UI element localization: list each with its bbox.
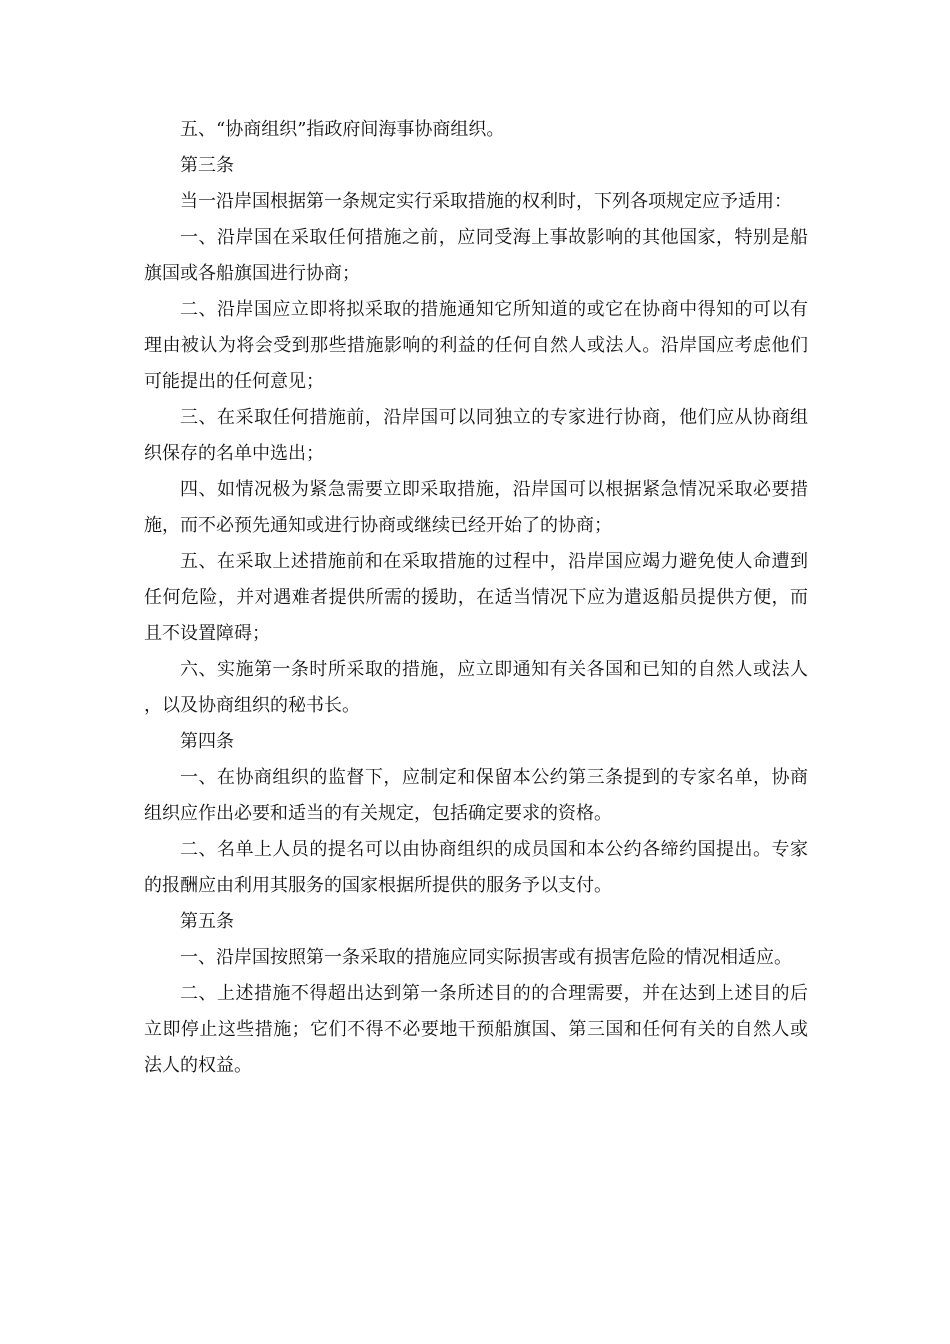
article-5-item-2: 二、上述措施不得超出达到第一条所述目的的合理需要，并在达到上述目的后立即停止这些措施；它们不得不必要地干预船旗国、第三国和任何有关的自然人或法人的权益。 — [144, 983, 808, 1076]
article-3-item-2: 二、沿岸国应立即将拟采取的措施通知它所知道的或它在协商中得知的可以有理由被认为将会受到那些措施影响的利益的任何自然人或法人。沿岸国应考虑他们可能提出的任何意见； — [144, 299, 808, 392]
article-3-item-5: 五、在采取上述措施前和在采取措施的过程中，沿岸国应竭力避免使人命遭到任何危险，并对遇难者提供所需的援助，在适当情况下应为遣返船员提供方便，而且不设置障碍； — [144, 551, 808, 644]
article-3-heading: 第三条 — [180, 155, 234, 176]
article-3-item-3: 三、在采取任何措施前，沿岸国可以同独立的专家进行协商，他们应从协商组织保存的名单中选出； — [144, 407, 808, 464]
paragraph-item-5-definition: 五、“协商组织”指政府间海事协商组织。 — [180, 119, 505, 140]
article-3-item-6: 六、实施第一条时所采取的措施，应立即通知有关各国和已知的自然人或法人，以及协商组织的秘书长。 — [144, 659, 808, 716]
article-4-heading: 第四条 — [180, 731, 234, 752]
article-4-item-1: 一、在协商组织的监督下，应制定和保留本公约第三条提到的专家名单，协商组织应作出必要和适当的有关规定，包括确定要求的资格。 — [144, 767, 808, 824]
article-3-item-1: 一、沿岸国在采取任何措施之前，应同受海上事故影响的其他国家，特别是船旗国或各船旗国进行协商； — [144, 227, 808, 284]
article-3-intro: 当一沿岸国根据第一条规定实行采取措施的权利时，下列各项规定应予适用： — [180, 191, 792, 212]
article-5-item-1: 一、沿岸国按照第一条采取的措施应同实际损害或有损害危险的情况相适应。 — [180, 947, 792, 968]
article-4-item-2: 二、名单上人员的提名可以由协商组织的成员国和本公约各缔约国提出。专家的报酬应由利用其服务的国家根据所提供的服务予以支付。 — [144, 839, 808, 896]
article-3-item-4: 四、如情况极为紧急需要立即采取措施，沿岸国可以根据紧急情况采取必要措施，而不必预先通知或进行协商或继续已经开始了的协商； — [144, 479, 808, 536]
article-5-heading: 第五条 — [180, 911, 234, 932]
document-body — [144, 112, 808, 1084]
